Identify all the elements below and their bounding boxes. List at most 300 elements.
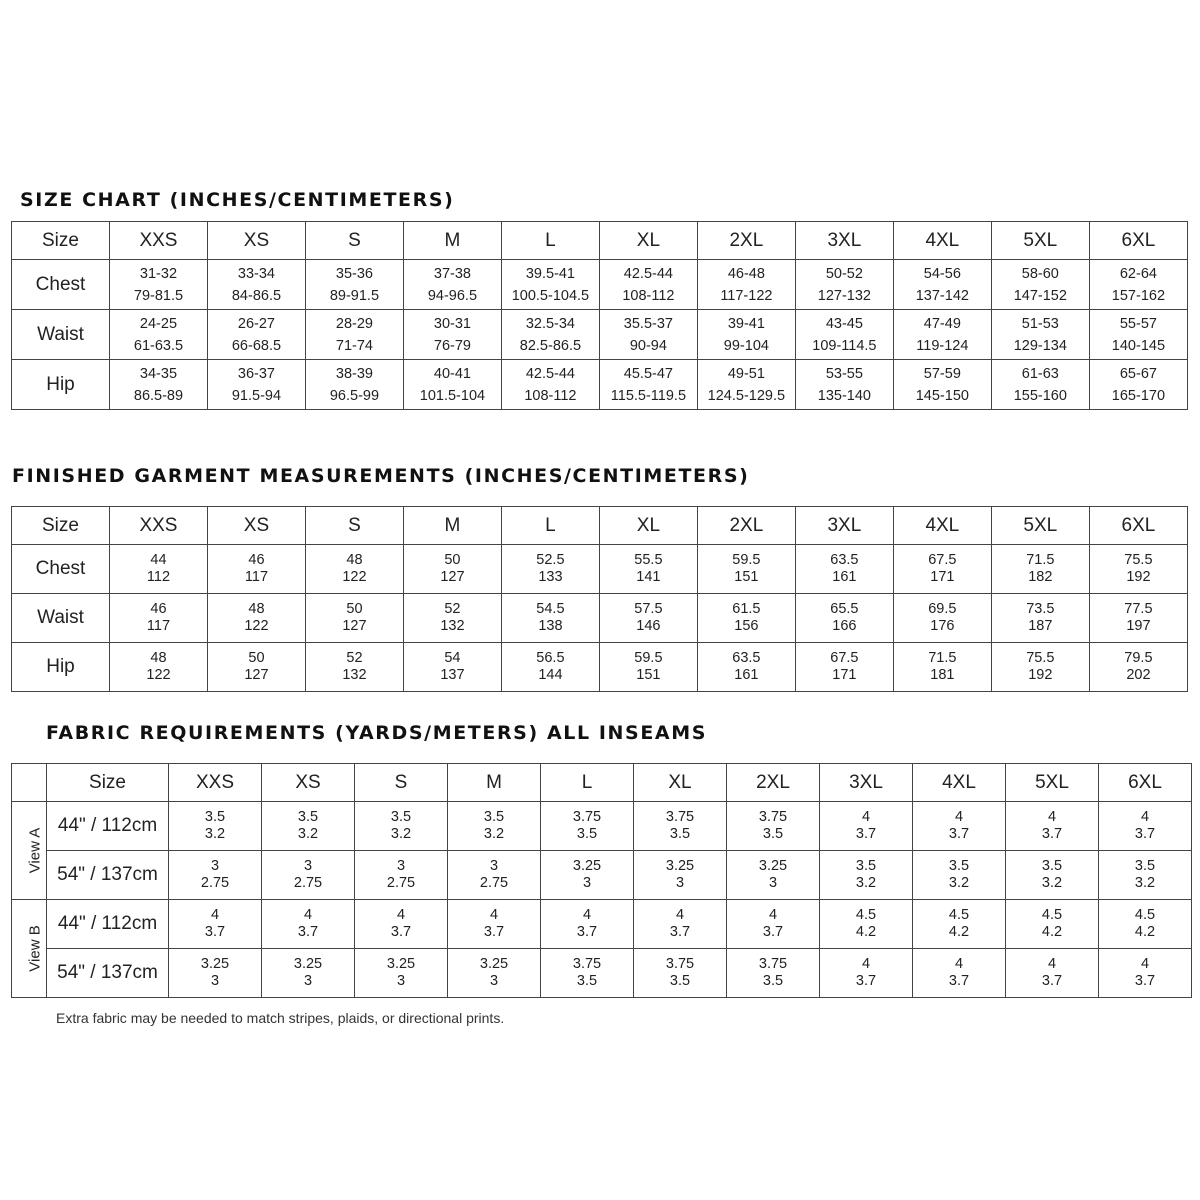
value-imperial: 3.25: [479, 956, 509, 972]
yardage-cell: [1006, 900, 1099, 949]
yardage-cell: [262, 851, 355, 900]
measurement-cell: [501, 545, 599, 594]
value-imperial: 37-38: [433, 265, 471, 282]
value-imperial: 48: [346, 552, 363, 568]
value-metric: 2.75: [200, 875, 230, 891]
measurement-cell: [599, 594, 697, 643]
size-header: Size: [47, 764, 169, 802]
yardage-cell: [913, 949, 1006, 998]
value-imperial: 3.5: [855, 858, 877, 874]
measurement-cell: [991, 260, 1089, 310]
row-label: Chest: [12, 545, 110, 594]
size-label: M: [403, 507, 501, 545]
value-imperial: 61.5: [732, 601, 761, 617]
measurement-cell: [599, 643, 697, 692]
yardage-cell: [634, 949, 727, 998]
size-header: Size: [12, 222, 110, 260]
value-metric: 132: [440, 618, 465, 634]
value-metric: 3.7: [576, 924, 598, 940]
value-imperial: 54: [444, 650, 461, 666]
row-label: Hip: [12, 360, 110, 410]
value-metric: 100.5-104.5: [511, 287, 590, 304]
value-imperial: 3.75: [665, 956, 695, 972]
value-metric: 3.5: [576, 826, 598, 842]
value-imperial: 57.5: [634, 601, 663, 617]
value-metric: 165-170: [1111, 387, 1166, 404]
value-metric: 61-63.5: [133, 337, 184, 354]
measurement-cell: [893, 260, 991, 310]
value-metric: 84-86.5: [231, 287, 282, 304]
value-metric: 3: [768, 875, 778, 891]
value-metric: 3.2: [1134, 875, 1156, 891]
yardage-cell: [820, 802, 913, 851]
size-label: XS: [262, 764, 355, 802]
value-imperial: 4.5: [1041, 907, 1063, 923]
value-imperial: 36-37: [237, 365, 275, 382]
value-imperial: 3.25: [293, 956, 323, 972]
header-row: [12, 764, 1192, 802]
value-imperial: 3.25: [758, 858, 788, 874]
yardage-cell: [1099, 851, 1192, 900]
yardage-cell: [448, 851, 541, 900]
value-imperial: 65-67: [1119, 365, 1157, 382]
measurement-cell: [795, 310, 893, 360]
value-imperial: 4: [1140, 956, 1150, 972]
fabric-width-label: 54" / 137cm: [47, 949, 169, 998]
yardage-cell: [727, 900, 820, 949]
value-imperial: 40-41: [433, 365, 471, 382]
yardage-cell: [355, 851, 448, 900]
table-row: [12, 900, 1192, 949]
measurement-cell: [795, 594, 893, 643]
value-imperial: 4: [1047, 809, 1057, 825]
measurement-cell: [795, 260, 893, 310]
value-imperial: 48: [150, 650, 167, 666]
value-imperial: 28-29: [335, 315, 373, 332]
measurement-cell: [893, 545, 991, 594]
size-label: XXS: [169, 764, 262, 802]
value-metric: 3.7: [669, 924, 691, 940]
value-metric: 3.2: [390, 826, 412, 842]
value-imperial: 63.5: [830, 552, 859, 568]
fabric-width-label: 54" / 137cm: [47, 851, 169, 900]
measurement-cell: [207, 310, 305, 360]
value-imperial: 46: [248, 552, 265, 568]
table-row: [12, 260, 1188, 310]
value-metric: 138: [538, 618, 563, 634]
value-metric: 137-142: [915, 287, 969, 304]
size-label: XL: [634, 764, 727, 802]
value-metric: 3.7: [1134, 973, 1156, 989]
size-label: M: [448, 764, 541, 802]
measurement-cell: [109, 360, 207, 410]
measurement-cell: [109, 545, 207, 594]
measurement-cell: [501, 310, 599, 360]
value-metric: 3.2: [483, 826, 505, 842]
measurement-cell: [893, 360, 991, 410]
value-imperial: 4: [861, 956, 871, 972]
value-metric: 76-79: [433, 337, 471, 354]
value-imperial: 32.5-34: [525, 315, 575, 332]
value-metric: 171: [832, 667, 857, 683]
fabric-note: Extra fabric may be needed to match stripes, plaids, or directional prints.: [56, 1010, 505, 1026]
view-label: View A: [26, 827, 44, 873]
value-metric: 3.7: [1041, 826, 1063, 842]
value-imperial: 51-53: [1021, 315, 1059, 332]
value-metric: 3.7: [204, 924, 226, 940]
value-imperial: 39.5-41: [525, 265, 575, 282]
value-metric: 147-152: [1013, 287, 1067, 304]
yardage-cell: [634, 851, 727, 900]
value-metric: 3.7: [855, 826, 877, 842]
value-metric: 151: [636, 667, 661, 683]
measurement-cell: [991, 310, 1089, 360]
size-label: S: [305, 507, 403, 545]
value-metric: 122: [146, 667, 171, 683]
value-metric: 176: [930, 618, 955, 634]
value-metric: 187: [1028, 618, 1053, 634]
value-metric: 124.5-129.5: [707, 387, 786, 404]
row-label: Waist: [12, 310, 110, 360]
value-imperial: 57-59: [923, 365, 961, 382]
measurement-cell: [697, 643, 795, 692]
value-imperial: 4.5: [948, 907, 970, 923]
measurement-cell: [1089, 310, 1187, 360]
size-label: 6XL: [1099, 764, 1192, 802]
fabric-requirements-title: FABRIC REQUIREMENTS (YARDS/METERS) ALL INSEAMS: [46, 722, 708, 744]
value-metric: 3.7: [297, 924, 319, 940]
size-label: S: [305, 222, 403, 260]
view-label: View B: [26, 924, 44, 972]
table-row: [12, 802, 1192, 851]
value-imperial: 69.5: [928, 601, 957, 617]
measurement-cell: [697, 360, 795, 410]
finished-garment-table: [11, 506, 1188, 692]
value-metric: 3: [675, 875, 685, 891]
value-imperial: 3.25: [572, 858, 602, 874]
yardage-cell: [727, 802, 820, 851]
size-label: 5XL: [991, 222, 1089, 260]
measurement-cell: [501, 643, 599, 692]
measurement-cell: [795, 545, 893, 594]
yardage-cell: [1099, 949, 1192, 998]
value-metric: 122: [342, 569, 367, 585]
yardage-cell: [355, 949, 448, 998]
value-imperial: 3.5: [483, 809, 505, 825]
value-metric: 108-112: [622, 287, 675, 304]
value-metric: 3.5: [576, 973, 598, 989]
value-metric: 137: [440, 667, 465, 683]
value-imperial: 4: [396, 907, 406, 923]
value-metric: 122: [244, 618, 269, 634]
value-metric: 157-162: [1111, 287, 1166, 304]
yardage-cell: [1099, 900, 1192, 949]
value-imperial: 3.25: [386, 956, 416, 972]
yardage-cell: [541, 900, 634, 949]
value-metric: 4.2: [855, 924, 877, 940]
value-imperial: 71.5: [928, 650, 957, 666]
value-imperial: 61-63: [1021, 365, 1059, 382]
value-metric: 94-96.5: [427, 287, 478, 304]
measurement-cell: [1089, 545, 1187, 594]
value-imperial: 50-52: [825, 265, 863, 282]
value-imperial: 4: [954, 956, 964, 972]
size-label: XS: [207, 222, 305, 260]
value-imperial: 3.75: [572, 809, 602, 825]
value-metric: 192: [1126, 569, 1151, 585]
value-metric: 112: [146, 569, 171, 585]
value-metric: 156: [734, 618, 759, 634]
measurement-cell: [697, 594, 795, 643]
value-metric: 3.2: [204, 826, 226, 842]
value-imperial: 3.5: [1041, 858, 1063, 874]
measurement-cell: [795, 643, 893, 692]
yardage-cell: [1006, 851, 1099, 900]
value-metric: 86.5-89: [133, 387, 184, 404]
value-imperial: 30-31: [433, 315, 471, 332]
value-metric: 3.7: [855, 973, 877, 989]
value-metric: 2.75: [293, 875, 323, 891]
value-metric: 3.7: [948, 973, 970, 989]
value-metric: 129-134: [1013, 337, 1067, 354]
table-row: [12, 545, 1188, 594]
value-imperial: 4: [675, 907, 685, 923]
value-metric: 3.2: [855, 875, 877, 891]
value-imperial: 4: [768, 907, 778, 923]
yardage-cell: [169, 900, 262, 949]
value-metric: 166: [832, 618, 857, 634]
value-imperial: 75.5: [1124, 552, 1153, 568]
fabric-width-label: 44" / 112cm: [47, 900, 169, 949]
size-label: XXS: [109, 507, 207, 545]
measurement-cell: [1089, 260, 1187, 310]
measurement-cell: [109, 260, 207, 310]
value-metric: 3.5: [762, 826, 784, 842]
size-label: XL: [599, 222, 697, 260]
value-imperial: 3.5: [1134, 858, 1156, 874]
measurement-cell: [991, 360, 1089, 410]
value-metric: 181: [930, 667, 955, 683]
value-imperial: 50: [248, 650, 265, 666]
value-metric: 3: [582, 875, 592, 891]
value-metric: 3.5: [762, 973, 784, 989]
value-metric: 3.7: [1134, 826, 1156, 842]
size-label: 2XL: [697, 507, 795, 545]
measurement-cell: [403, 545, 501, 594]
value-metric: 155-160: [1013, 387, 1067, 404]
yardage-cell: [355, 900, 448, 949]
value-imperial: 3.5: [297, 809, 319, 825]
value-imperial: 54-56: [923, 265, 961, 282]
value-imperial: 63.5: [732, 650, 761, 666]
yardage-cell: [913, 900, 1006, 949]
yardage-cell: [634, 900, 727, 949]
measurement-cell: [991, 643, 1089, 692]
size-label: S: [355, 764, 448, 802]
size-label: XL: [599, 507, 697, 545]
measurement-cell: [893, 643, 991, 692]
measurement-cell: [599, 260, 697, 310]
value-metric: 66-68.5: [231, 337, 282, 354]
value-metric: 89-91.5: [329, 287, 380, 304]
value-metric: 140-145: [1111, 337, 1166, 354]
value-metric: 182: [1028, 569, 1053, 585]
size-label: 5XL: [1006, 764, 1099, 802]
value-metric: 3: [210, 973, 220, 989]
size-label: 6XL: [1089, 222, 1187, 260]
value-imperial: 3.5: [204, 809, 226, 825]
table-row: [12, 851, 1192, 900]
header-row: [12, 222, 1188, 260]
size-label: 5XL: [991, 507, 1089, 545]
measurement-cell: [207, 260, 305, 310]
value-metric: 99-104: [723, 337, 769, 354]
value-metric: 4.2: [1134, 924, 1156, 940]
yardage-cell: [541, 802, 634, 851]
measurement-cell: [305, 594, 403, 643]
value-metric: 171: [930, 569, 955, 585]
table-row: [12, 949, 1192, 998]
measurement-cell: [403, 360, 501, 410]
value-imperial: 56.5: [536, 650, 565, 666]
measurement-cell: [697, 310, 795, 360]
yardage-cell: [1006, 949, 1099, 998]
value-metric: 3: [303, 973, 313, 989]
value-imperial: 3.75: [758, 809, 788, 825]
value-imperial: 3: [489, 858, 499, 874]
value-imperial: 45.5-47: [623, 365, 673, 382]
measurement-cell: [207, 594, 305, 643]
value-imperial: 50: [444, 552, 461, 568]
value-metric: 71-74: [335, 337, 373, 354]
value-imperial: 4: [210, 907, 220, 923]
value-imperial: 65.5: [830, 601, 859, 617]
row-label: Hip: [12, 643, 110, 692]
value-metric: 151: [734, 569, 759, 585]
value-metric: 135-140: [817, 387, 871, 404]
value-imperial: 67.5: [928, 552, 957, 568]
yardage-cell: [169, 851, 262, 900]
size-label: XXS: [109, 222, 207, 260]
value-imperial: 48: [248, 601, 265, 617]
value-metric: 3.7: [390, 924, 412, 940]
size-header: Size: [12, 507, 110, 545]
corner-cell: [12, 764, 47, 802]
value-imperial: 42.5-44: [525, 365, 575, 382]
value-metric: 202: [1126, 667, 1151, 683]
size-label: XS: [207, 507, 305, 545]
size-chart-table: [11, 221, 1188, 410]
size-label: 4XL: [893, 222, 991, 260]
value-metric: 132: [342, 667, 367, 683]
value-metric: 90-94: [629, 337, 667, 354]
value-imperial: 34-35: [139, 365, 178, 382]
table-row: [12, 643, 1188, 692]
table-row: [12, 360, 1188, 410]
yardage-cell: [820, 900, 913, 949]
measurement-cell: [697, 545, 795, 594]
yardage-cell: [727, 851, 820, 900]
value-imperial: 67.5: [830, 650, 859, 666]
value-imperial: 4: [303, 907, 313, 923]
value-metric: 127: [244, 667, 269, 683]
yardage-cell: [913, 851, 1006, 900]
yardage-cell: [262, 949, 355, 998]
measurement-cell: [501, 594, 599, 643]
value-imperial: 3: [396, 858, 406, 874]
value-metric: 3.7: [483, 924, 505, 940]
fabric-width-label: 44" / 112cm: [47, 802, 169, 851]
measurement-cell: [305, 545, 403, 594]
size-label: L: [541, 764, 634, 802]
value-metric: 115.5-119.5: [610, 387, 687, 404]
yardage-cell: [355, 802, 448, 851]
yardage-cell: [448, 900, 541, 949]
value-metric: 145-150: [915, 387, 969, 404]
value-metric: 197: [1126, 618, 1151, 634]
value-imperial: 52: [444, 601, 461, 617]
value-metric: 127-132: [817, 287, 871, 304]
value-imperial: 52: [346, 650, 363, 666]
measurement-cell: [599, 310, 697, 360]
measurement-cell: [403, 260, 501, 310]
value-imperial: 42.5-44: [623, 265, 673, 282]
measurement-cell: [109, 594, 207, 643]
value-imperial: 50: [346, 601, 363, 617]
measurement-cell: [1089, 360, 1187, 410]
measurement-cell: [207, 643, 305, 692]
value-metric: 4.2: [948, 924, 970, 940]
measurement-cell: [305, 310, 403, 360]
value-imperial: 73.5: [1026, 601, 1055, 617]
value-imperial: 35-36: [335, 265, 373, 282]
fabric-requirements-table: [11, 763, 1192, 998]
value-metric: 3.2: [1041, 875, 1063, 891]
value-metric: 141: [636, 569, 661, 585]
size-label: L: [501, 222, 599, 260]
yardage-cell: [262, 900, 355, 949]
value-imperial: 35.5-37: [623, 315, 673, 332]
value-metric: 117-122: [720, 287, 773, 304]
value-metric: 91.5-94: [231, 387, 282, 404]
value-imperial: 3.25: [200, 956, 230, 972]
view-label-cell: [12, 802, 47, 900]
value-metric: 117: [244, 569, 269, 585]
size-label: 3XL: [820, 764, 913, 802]
value-imperial: 4.5: [855, 907, 877, 923]
measurement-cell: [991, 545, 1089, 594]
size-label: 4XL: [913, 764, 1006, 802]
measurement-cell: [207, 360, 305, 410]
value-metric: 133: [538, 569, 563, 585]
value-imperial: 3.25: [665, 858, 695, 874]
size-label: L: [501, 507, 599, 545]
value-imperial: 4: [1140, 809, 1150, 825]
size-label: 2XL: [697, 222, 795, 260]
yardage-cell: [634, 802, 727, 851]
size-label: 3XL: [795, 507, 893, 545]
value-imperial: 3.75: [758, 956, 788, 972]
size-label: 2XL: [727, 764, 820, 802]
value-imperial: 4: [861, 809, 871, 825]
value-metric: 3.7: [762, 924, 784, 940]
value-metric: 82.5-86.5: [519, 337, 582, 354]
yardage-cell: [448, 802, 541, 851]
measurement-cell: [599, 545, 697, 594]
value-imperial: 3.5: [390, 809, 412, 825]
value-imperial: 47-49: [923, 315, 961, 332]
value-metric: 96.5-99: [329, 387, 380, 404]
